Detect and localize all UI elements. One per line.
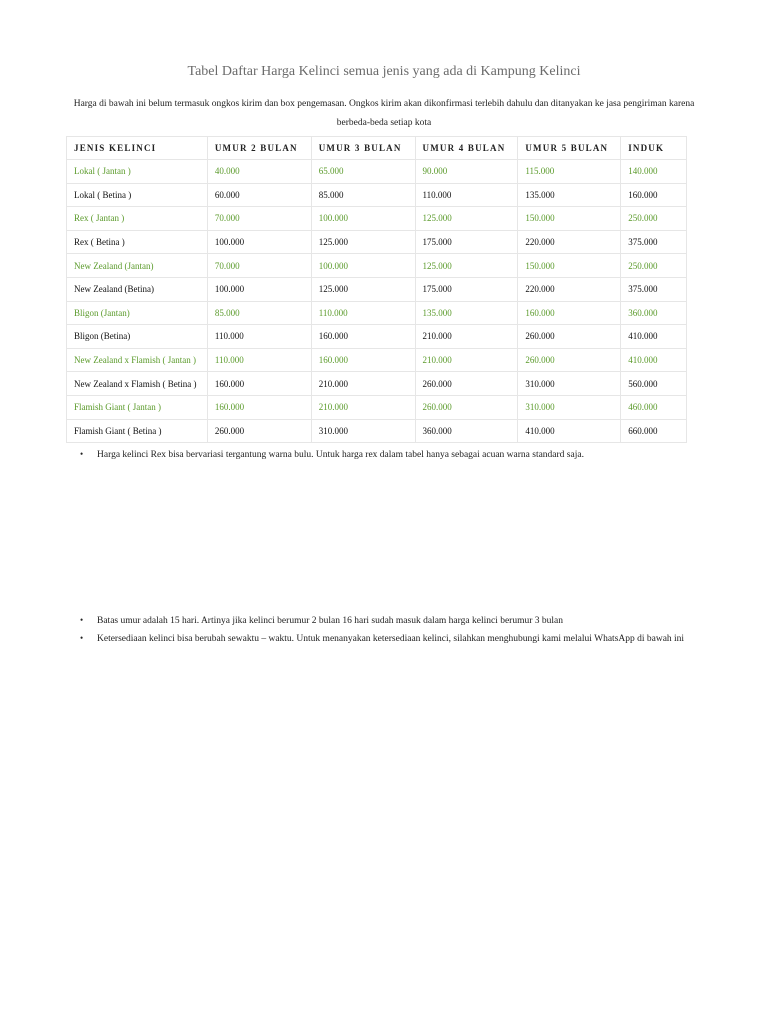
cell-jenis: Lokal ( Jantan ): [67, 160, 208, 184]
cell-price: 125.000: [415, 254, 518, 278]
cell-price: 260.000: [415, 372, 518, 396]
table-row: [67, 301, 687, 325]
cell-price: 410.000: [621, 325, 687, 349]
cell-price: 110.000: [207, 348, 311, 372]
list-item: [80, 630, 702, 648]
header-umur-3: UMUR 3 BULAN: [311, 137, 415, 160]
header-umur-4: UMUR 4 BULAN: [415, 137, 518, 160]
cell-price: 410.000: [518, 419, 621, 443]
cell-price: 115.000: [518, 160, 621, 184]
cell-price: 310.000: [518, 395, 621, 419]
cell-price: 40.000: [207, 160, 311, 184]
table-row: [67, 160, 687, 184]
cell-price: 135.000: [518, 183, 621, 207]
table-row: [67, 254, 687, 278]
cell-price: 310.000: [518, 372, 621, 396]
list-item: [80, 446, 700, 464]
cell-jenis: Flamish Giant ( Jantan ): [67, 395, 208, 419]
cell-price: 660.000: [621, 419, 687, 443]
cell-price: 160.000: [311, 325, 415, 349]
table-row: [67, 325, 687, 349]
header-umur-5: UMUR 5 BULAN: [518, 137, 621, 160]
cell-price: 85.000: [311, 183, 415, 207]
cell-jenis: Bligon (Betina): [67, 325, 208, 349]
note-text: Harga kelinci Rex bisa bervariasi tergantung warna bulu. Untuk harga rex dalam tabel hanya sebagai acuan warna standard saja.: [97, 450, 584, 460]
table-row: [67, 277, 687, 301]
cell-price: 310.000: [311, 419, 415, 443]
table-row: [67, 395, 687, 419]
page-title: Tabel Daftar Harga Kelinci semua jenis yang ada di Kampung Kelinci: [187, 64, 581, 79]
table-row: [67, 230, 687, 254]
cell-price: 250.000: [621, 207, 687, 231]
table-row: [67, 207, 687, 231]
cell-price: 160.000: [311, 348, 415, 372]
bullet-icon: •: [80, 615, 84, 625]
cell-price: 220.000: [518, 230, 621, 254]
header-jenis: JENIS KELINCI: [67, 137, 208, 160]
note-text: Batas umur adalah 15 hari. Artinya jika kelinci berumur 2 bulan 16 hari sudah masuk dalam harga kelinci berumur 3 bulan: [97, 616, 563, 626]
cell-price: 360.000: [415, 419, 518, 443]
cell-price: 175.000: [415, 277, 518, 301]
header-umur-2: UMUR 2 BULAN: [207, 137, 311, 160]
cell-jenis: Rex ( Jantan ): [67, 207, 208, 231]
cell-price: 60.000: [207, 183, 311, 207]
cell-jenis: New Zealand (Jantan): [67, 254, 208, 278]
table-row: [67, 372, 687, 396]
cell-price: 125.000: [415, 207, 518, 231]
cell-price: 110.000: [311, 301, 415, 325]
cell-price: 100.000: [207, 277, 311, 301]
cell-price: 560.000: [621, 372, 687, 396]
cell-price: 210.000: [415, 325, 518, 349]
cell-price: 160.000: [207, 372, 311, 396]
cell-price: 110.000: [415, 183, 518, 207]
cell-jenis: Flamish Giant ( Betina ): [67, 419, 208, 443]
table-row: [67, 348, 687, 372]
cell-price: 175.000: [415, 230, 518, 254]
cell-jenis: New Zealand x Flamish ( Jantan ): [67, 348, 208, 372]
bullet-icon: •: [80, 449, 84, 459]
table-body: [67, 160, 687, 443]
cell-price: 150.000: [518, 207, 621, 231]
cell-price: 90.000: [415, 160, 518, 184]
cell-price: 410.000: [621, 348, 687, 372]
cell-price: 160.000: [621, 183, 687, 207]
cell-price: 100.000: [311, 254, 415, 278]
cell-price: 100.000: [207, 230, 311, 254]
cell-price: 260.000: [207, 419, 311, 443]
notes-list-bottom: [80, 612, 702, 648]
cell-price: 210.000: [311, 372, 415, 396]
bullet-icon: •: [80, 633, 84, 643]
cell-price: 160.000: [518, 301, 621, 325]
cell-jenis: New Zealand (Betina): [67, 277, 208, 301]
cell-price: 210.000: [311, 395, 415, 419]
cell-price: 460.000: [621, 395, 687, 419]
notes-list-top: [80, 446, 700, 464]
cell-price: 260.000: [518, 348, 621, 372]
cell-price: 250.000: [621, 254, 687, 278]
cell-jenis: Rex ( Betina ): [67, 230, 208, 254]
cell-price: 135.000: [415, 301, 518, 325]
cell-jenis: New Zealand x Flamish ( Betina ): [67, 372, 208, 396]
cell-price: 70.000: [207, 254, 311, 278]
cell-price: 375.000: [621, 277, 687, 301]
table-header-row: [67, 137, 687, 160]
cell-price: 260.000: [518, 325, 621, 349]
note-text: Ketersediaan kelinci bisa berubah sewaktu – waktu. Untuk menanyakan ketersediaan kelinci, silahkan menghubungi kami melalui WhatsApp di bawah ini: [97, 634, 685, 644]
header-induk: INDUK: [621, 137, 687, 160]
table-row: [67, 183, 687, 207]
cell-price: 160.000: [207, 395, 311, 419]
cell-price: 65.000: [311, 160, 415, 184]
table-row: [67, 419, 687, 443]
cell-price: 125.000: [311, 230, 415, 254]
cell-price: 70.000: [207, 207, 311, 231]
list-item: [80, 612, 702, 630]
cell-price: 375.000: [621, 230, 687, 254]
cell-price: 140.000: [621, 160, 687, 184]
cell-price: 100.000: [311, 207, 415, 231]
cell-price: 85.000: [207, 301, 311, 325]
price-table: [66, 136, 687, 443]
cell-price: 210.000: [415, 348, 518, 372]
cell-price: 125.000: [311, 277, 415, 301]
cell-price: 220.000: [518, 277, 621, 301]
cell-price: 110.000: [207, 325, 311, 349]
cell-price: 360.000: [621, 301, 687, 325]
cell-jenis: Lokal ( Betina ): [67, 183, 208, 207]
cell-price: 150.000: [518, 254, 621, 278]
cell-jenis: Bligon (Jantan): [67, 301, 208, 325]
cell-price: 260.000: [415, 395, 518, 419]
intro-paragraph: Harga di bawah ini belum termasuk ongkos kirim dan box pengemasan. Ongkos kirim akan dikonfirmasi terlebih dahulu dan ditanyakan ke jasa pengiriman karena berbeda-beda setiap kota: [73, 99, 695, 128]
